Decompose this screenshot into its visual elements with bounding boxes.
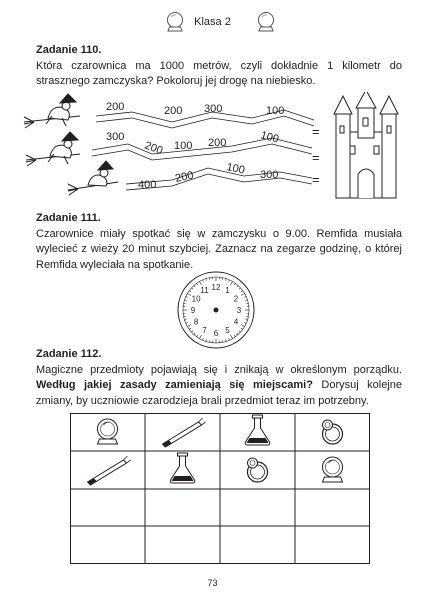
crystal-ball-icon (256, 11, 276, 33)
task-111 (36, 211, 402, 273)
clock-number: 4 (233, 317, 239, 327)
task-112 (36, 347, 402, 409)
task-111-text: Czarownice miały spotkać się w zamczysku o 9.00. Remfida musiała wylecieć z wieży 20 minut szybciej. Zaznacz na zegarze godzinę, o której Remfida wyleciała na spotkanie. (36, 227, 402, 271)
crystal-ball-icon (98, 419, 118, 444)
path-2-segment-5: 100 (259, 129, 281, 146)
crystal-ball-icon (323, 457, 343, 482)
clock-number: 7 (202, 325, 207, 335)
task-112-text (36, 363, 402, 410)
path-1-segment-4: 100 (266, 105, 285, 117)
path-2-segment-4: 200 (208, 137, 227, 149)
path-3-segment-3: 100 (225, 161, 246, 177)
path-3-segment-4: 300 (260, 169, 279, 181)
path-3-segment-2: 200 (174, 169, 195, 185)
witch-paths-illustration (22, 92, 406, 204)
witch-icon (26, 132, 80, 166)
clock-number: 5 (225, 325, 230, 335)
path-2 (92, 138, 312, 160)
task-111-title: Zadanie 111. (36, 212, 101, 224)
page-title: Klasa 2 (194, 16, 231, 28)
path-1-segment-3: 300 (204, 103, 223, 115)
castle-icon (334, 92, 398, 198)
clock-number: 9 (190, 306, 196, 315)
path-2-segment-3: 100 (174, 140, 193, 152)
clock-number: 12 (211, 283, 221, 292)
clock-number: 1 (225, 286, 230, 296)
task-112-title: Zadanie 112. (36, 348, 102, 360)
path-1-segment-2: 200 (164, 105, 183, 117)
task-112-text-2: Dorysuj kolejne zmiany, by uczniowie czarodzieja brali przedmiot teraz im potrzebny. (36, 379, 403, 407)
equals-sign-3: = (312, 172, 320, 187)
path-2-segment-1: 300 (106, 131, 125, 143)
clock-number: 11 (200, 286, 209, 296)
clock-face[interactable] (176, 270, 256, 350)
equals-sign-2: = (312, 150, 320, 165)
clock-number: 3 (236, 306, 242, 315)
task-110 (36, 43, 402, 90)
magic-items-grid (70, 413, 370, 564)
witch-icon (24, 94, 80, 128)
task-112-text-1: Magiczne przedmioty pojawiają się i znikają w określonym porządku. (36, 363, 402, 376)
clock-number: 6 (213, 329, 219, 338)
task-110-title: Zadanie 110. (36, 44, 102, 56)
page-number: 73 (207, 578, 218, 588)
clock-number: 2 (233, 294, 239, 304)
task-112-text-bold: Według jakiej zasady zamieniają się miejscami? (36, 379, 313, 391)
witch-icon (68, 161, 118, 195)
path-2-segment-2: 200 (142, 139, 165, 158)
path-3-segment-1: 400 (138, 179, 157, 191)
clock-number: 10 (191, 294, 201, 304)
page-header (0, 10, 425, 36)
clock-center (214, 308, 219, 313)
clock-number: 8 (193, 317, 199, 327)
path-1-segment-1: 200 (106, 101, 125, 113)
task-110-text: Która czarownica ma 1000 metrów, czyli dokładnie 1 kilometr do strasznego zamczyska? Pokoloruj jej drogę na niebiesko. (36, 59, 402, 87)
equals-sign-1: = (312, 124, 320, 139)
